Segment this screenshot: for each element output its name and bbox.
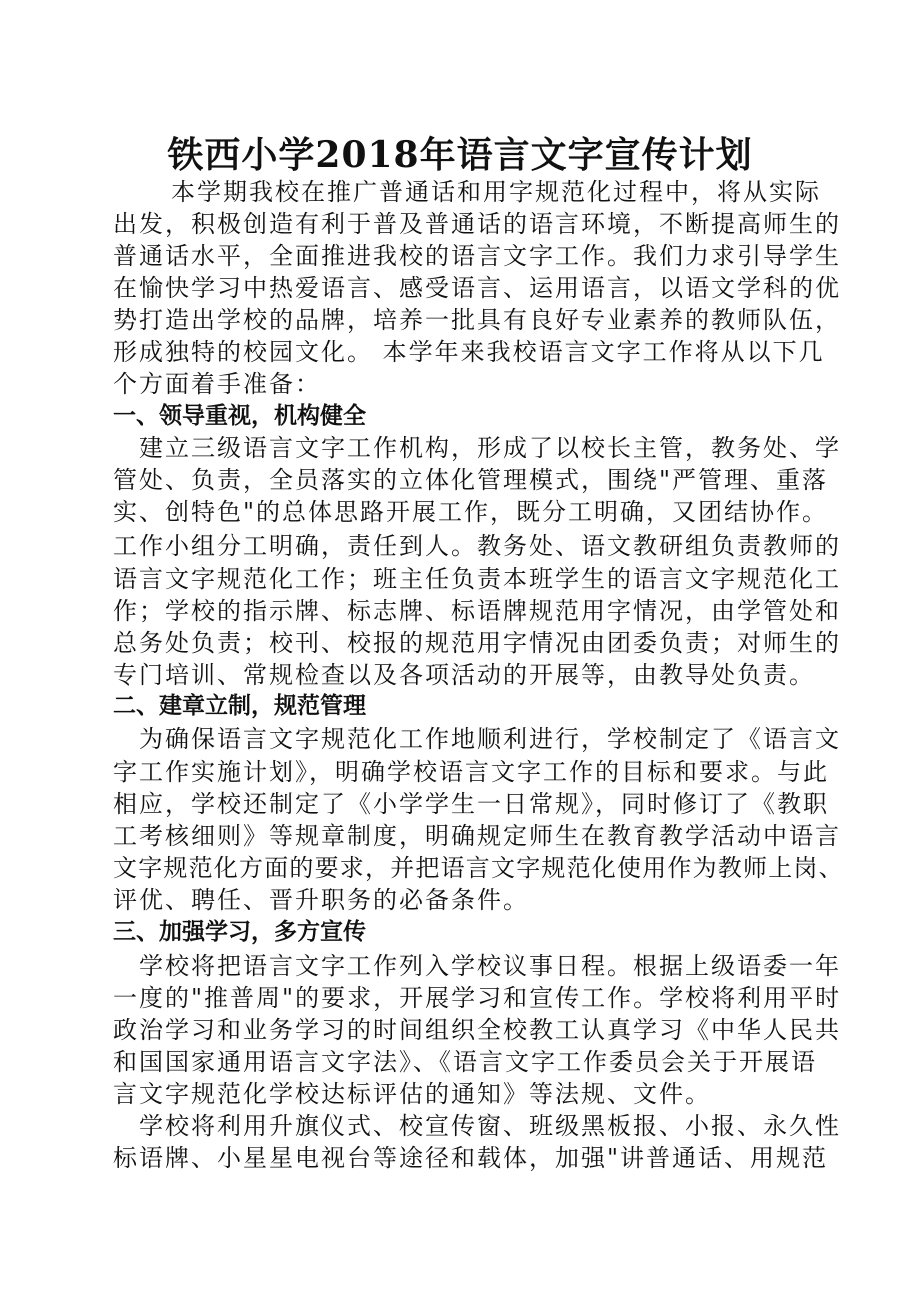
section2-line: 字工作实施计划》，明确学校语言文字工作的目标和要求。与此 bbox=[113, 758, 829, 786]
intro-line: 势打造出学校的品牌，培养一批具有良好专业素养的教师队伍， bbox=[113, 306, 841, 334]
intro-line: 个方面着手准备： bbox=[113, 370, 321, 398]
section1-line: 工作小组分工明确，责任到人。教务处、语文教研组负责教师的 bbox=[113, 532, 841, 560]
intro-line: 形成独特的校园文化。 本学年来我校语言文字工作将从以下几 bbox=[113, 338, 825, 366]
section3-line: 一度的"推普周"的要求，开展学习和宣传工作。学校将利用平时 bbox=[113, 984, 842, 1012]
section3-line: 学校将把语言文字工作列入学校议事日程。根据上级语委一年 bbox=[139, 952, 841, 980]
section2-line: 为确保语言文字规范化工作地顺利进行，学校制定了《语言文 bbox=[139, 725, 841, 753]
intro-line: 在愉快学习中热爱语言、感受语言、运用语言，以语文学科的优 bbox=[113, 274, 841, 302]
section-heading: 二、建章立制，规范管理 bbox=[113, 693, 366, 719]
section3-line: 言文字规范化学校达标评估的通知》等法规、文件。 bbox=[113, 1080, 711, 1108]
section2-line: 评优、聘任、晋升职务的必备条件。 bbox=[113, 886, 529, 914]
section2-line: 文字规范化方面的要求，并把语言文字规范化使用作为教师上岗、 bbox=[113, 854, 844, 882]
section2-line: 相应，学校还制定了《小学学生一日常规》，同时修订了《教职 bbox=[113, 790, 829, 818]
section2-line: 工考核细则》等规章制度，明确规定师生在教育教学活动中语言 bbox=[113, 822, 841, 850]
section-heading: 三、加强学习，多方宣传 bbox=[113, 919, 366, 945]
section1-line: 实、创特色"的总体思路开展工作，既分工明确，又团结协作。 bbox=[113, 498, 829, 526]
section3-line: 和国国家通用语言文字法》、《语言文字工作委员会关于开展语 bbox=[113, 1048, 817, 1076]
section1-line: 语言文字规范化工作；班主任负责本班学生的语言文字规范化工 bbox=[113, 565, 841, 593]
intro-line: 普通话水平，全面推进我校的语言文字工作。我们力求引导学生 bbox=[113, 242, 841, 270]
section3-line: 学校将利用升旗仪式、校宣传窗、班级黑板报、小报、永久性 bbox=[139, 1112, 841, 1140]
section1-line: 专门培训、常规检查以及各项活动的开展等，由教导处负责。 bbox=[113, 661, 815, 689]
intro-line: 本学期我校在推广普通话和用字规范化过程中，将从实际 bbox=[171, 178, 821, 206]
section1-line: 作；学校的指示牌、标志牌、标语牌规范用字情况，由学管处和 bbox=[113, 597, 841, 625]
section1-line: 建立三级语言文字工作机构，形成了以校长主管，教务处、学 bbox=[139, 434, 841, 462]
section3-line: 标语牌、小星星电视台等途径和载体，加强"讲普通话、用规范 bbox=[113, 1144, 829, 1172]
section-heading: 一、领导重视，机构健全 bbox=[113, 403, 366, 429]
section1-line: 管处、负责，全员落实的立体化管理模式，围绕"严管理、重落 bbox=[113, 466, 829, 494]
document-title: 铁西小学2018年语言文字宣传计划 bbox=[167, 134, 753, 176]
intro-line: 出发，积极创造有利于普及普通话的语言环境，不断提高师生的 bbox=[113, 210, 841, 238]
section3-line: 政治学习和业务学习的时间组织全校教工认真学习《中华人民共 bbox=[113, 1016, 841, 1044]
section1-line: 总务处负责；校刊、校报的规范用字情况由团委负责；对师生的 bbox=[113, 629, 841, 657]
